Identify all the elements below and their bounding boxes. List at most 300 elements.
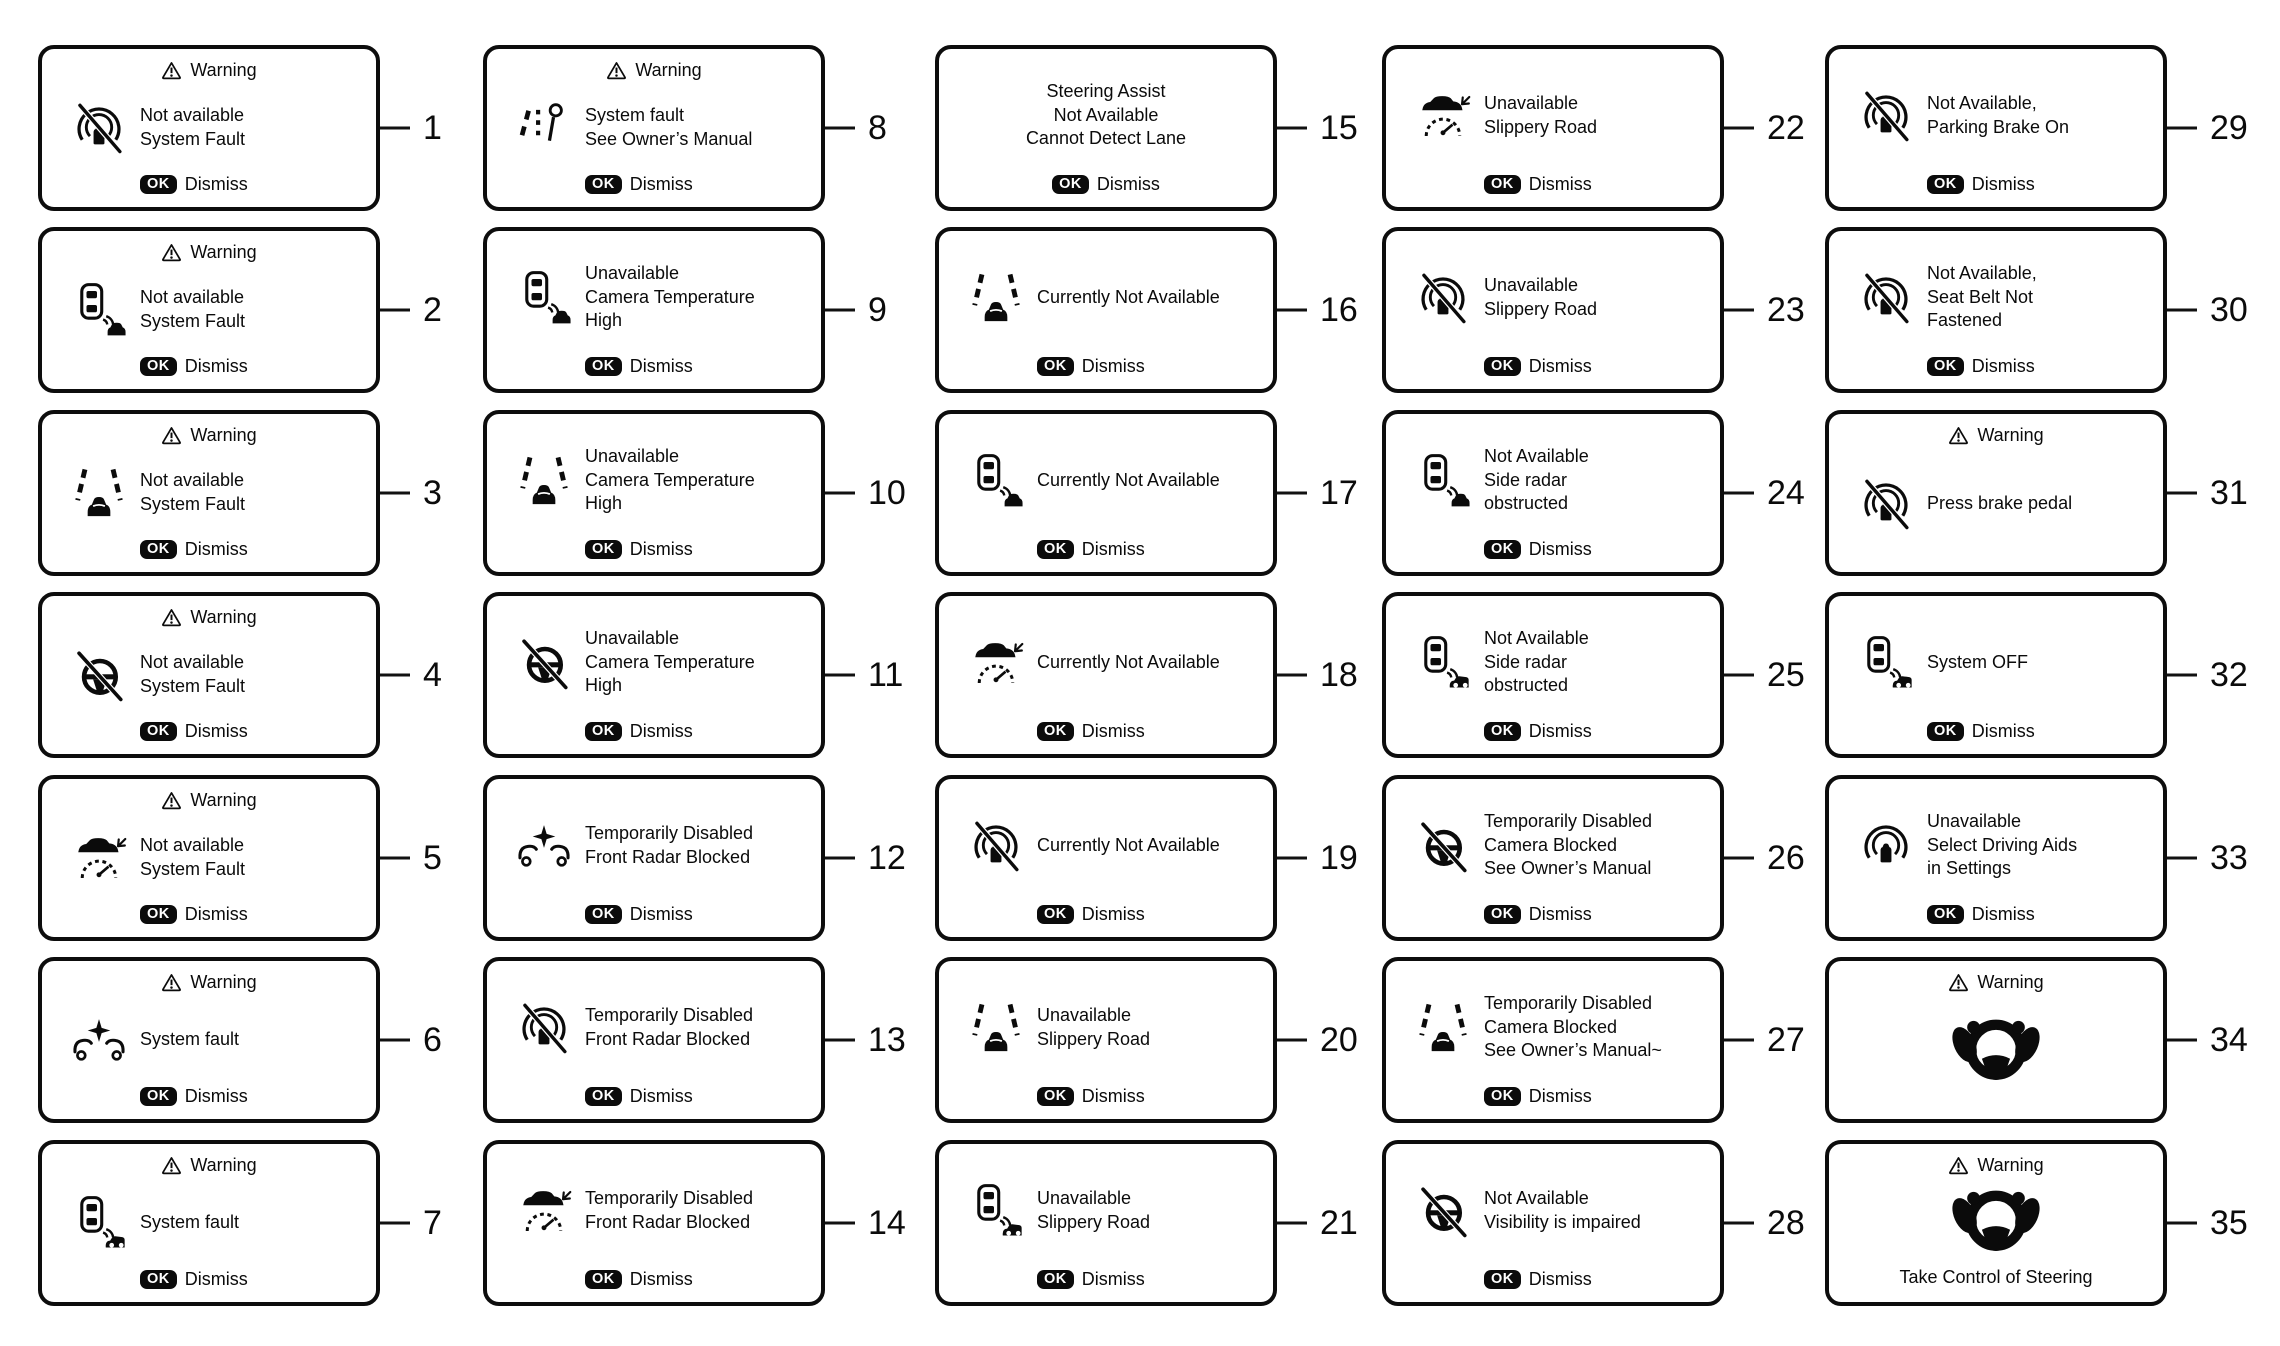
- box-header: [54, 604, 364, 628]
- ok-button: OK: [1484, 722, 1521, 741]
- callout-line: [1724, 857, 1754, 860]
- dismiss-label: Dismiss: [1528, 539, 1592, 559]
- message-text: [1037, 286, 1220, 310]
- dismiss-label: Dismiss: [629, 356, 693, 376]
- dismiss-row: [1484, 539, 1708, 562]
- message-box: [38, 775, 380, 941]
- box-body: [54, 263, 364, 356]
- blind-spot-icon: [515, 269, 573, 327]
- dismiss-label: Dismiss: [1971, 721, 2035, 741]
- dismiss-row: [1484, 721, 1708, 744]
- dismiss-label: Dismiss: [184, 1086, 248, 1106]
- box-body: [499, 422, 809, 539]
- cross-traffic-icon: [967, 1182, 1025, 1240]
- propilot-off-icon: [515, 999, 573, 1057]
- dismiss-label: Dismiss: [629, 539, 693, 559]
- dismiss-label: Dismiss: [629, 174, 693, 194]
- callout-line: [1724, 492, 1754, 495]
- message-line: Front Radar Blocked: [585, 1028, 751, 1049]
- box-body: [499, 787, 809, 904]
- box-header: [54, 422, 364, 446]
- message-text: [585, 1004, 753, 1052]
- dismiss-row: [585, 356, 809, 379]
- ok-button: OK: [585, 540, 622, 559]
- callout-number: 18: [1320, 656, 1358, 694]
- warning-triangle-icon: [161, 60, 182, 81]
- warning-message-cell: [1825, 45, 2248, 211]
- message-text: [1927, 492, 2072, 516]
- message-box: [483, 410, 825, 576]
- callout-number: 19: [1320, 839, 1358, 877]
- box-body: [951, 422, 1261, 539]
- ok-button: OK: [585, 905, 622, 924]
- box-body: [951, 239, 1261, 356]
- blind-spot-icon: [1414, 452, 1472, 510]
- callout-number: 17: [1320, 474, 1358, 512]
- lane-camera-icon: [967, 269, 1025, 327]
- ok-button: OK: [1484, 357, 1521, 376]
- callout-number: 3: [423, 474, 442, 512]
- dismiss-row: [585, 174, 809, 197]
- dismiss-label: Dismiss: [1528, 1086, 1592, 1106]
- message-line: Slippery Road: [1037, 1211, 1151, 1232]
- message-box: [935, 227, 1277, 393]
- dismiss-row: [1037, 1086, 1261, 1109]
- warning-message-cell: [483, 957, 906, 1123]
- dismiss-row: [140, 721, 364, 744]
- callout-number: 11: [868, 656, 904, 694]
- message-text: [1484, 810, 1652, 881]
- callout-number: 22: [1767, 109, 1805, 147]
- cross-traffic-icon: [1857, 634, 1915, 692]
- warning-message-cell: [483, 1140, 906, 1306]
- ok-button: OK: [140, 175, 177, 194]
- message-line: Currently Not Available: [1037, 469, 1220, 490]
- message-line: See Owner’s Manual~: [1484, 1040, 1662, 1061]
- message-line: System Fault: [140, 675, 246, 696]
- message-line: System fault: [140, 1211, 240, 1232]
- ok-button: OK: [585, 357, 622, 376]
- message-box: [1382, 957, 1724, 1123]
- dismiss-row: [140, 539, 364, 562]
- message-line: Camera Blocked: [1484, 834, 1618, 855]
- callout-number: 30: [2210, 291, 2248, 329]
- message-line: System Fault: [140, 128, 246, 149]
- message-line: Unavailable: [585, 627, 680, 648]
- dismiss-label: Dismiss: [1081, 904, 1145, 924]
- warning-message-cell: [1825, 227, 2248, 393]
- message-line: Not available: [140, 651, 245, 672]
- message-line: Not Available: [1484, 445, 1589, 466]
- message-line: Unavailable: [1484, 274, 1579, 295]
- blind-spot-icon: [967, 452, 1025, 510]
- propilot-off-icon: [70, 99, 128, 157]
- message-text: [1484, 1187, 1641, 1235]
- ok-button: OK: [1927, 175, 1964, 194]
- dismiss-row: [1927, 356, 2151, 379]
- box-body: [951, 604, 1261, 721]
- message-line: Not available: [140, 469, 245, 490]
- warning-triangle-icon: [161, 607, 182, 628]
- warning-message-cell: [483, 410, 906, 576]
- message-box: [38, 1140, 380, 1306]
- ok-button: OK: [1037, 722, 1074, 741]
- callout-number: 16: [1320, 291, 1358, 329]
- message-line: Not Available: [1484, 627, 1589, 648]
- message-text: [1037, 1004, 1150, 1052]
- warning-header-label: Warning: [635, 60, 702, 80]
- box-body: [1841, 446, 2151, 562]
- message-box: [1825, 227, 2167, 393]
- dismiss-label: Dismiss: [629, 721, 693, 741]
- callout-number: 24: [1767, 474, 1805, 512]
- callout-line: [380, 1222, 410, 1225]
- dismiss-label: Dismiss: [1528, 904, 1592, 924]
- message-line: See Owner’s Manual: [1484, 858, 1652, 879]
- warning-header-label: Warning: [190, 607, 257, 627]
- callout-number: 33: [2210, 839, 2248, 877]
- callout-number: 12: [868, 839, 906, 877]
- message-line: Unavailable: [1927, 810, 2022, 831]
- message-line: System fault: [585, 104, 685, 125]
- cross-traffic-icon: [70, 1194, 128, 1252]
- dismiss-label: Dismiss: [1528, 1269, 1592, 1289]
- callout-number: 15: [1320, 109, 1358, 147]
- adaptive-cruise-icon: [967, 634, 1025, 692]
- message-line: Unavailable: [1484, 92, 1579, 113]
- lane-camera-icon: [1414, 999, 1472, 1057]
- callout-line: [825, 127, 855, 130]
- warning-message-cell: [483, 45, 887, 211]
- ok-button: OK: [1484, 175, 1521, 194]
- message-box: [1382, 1140, 1724, 1306]
- warning-message-cell: [935, 775, 1358, 941]
- ok-button: OK: [140, 1087, 177, 1106]
- callout-line: [1724, 309, 1754, 312]
- message-text: [585, 445, 755, 516]
- message-line: Not Available,: [1927, 92, 2037, 113]
- callout-number: 35: [2210, 1204, 2248, 1242]
- message-text: [1484, 92, 1597, 140]
- message-line: High: [585, 675, 623, 696]
- warning-message-cell: [1382, 227, 1805, 393]
- callout-line: [1724, 1039, 1754, 1042]
- warning-triangle-icon: [1948, 425, 1969, 446]
- message-box: [935, 957, 1277, 1123]
- callout-line: [1724, 127, 1754, 130]
- callout-line: [2167, 674, 2197, 677]
- message-box: [935, 592, 1277, 758]
- dismiss-row: [585, 721, 809, 744]
- warning-message-cell: [38, 1140, 442, 1306]
- callout-line: [380, 492, 410, 495]
- dismiss-row: [1484, 904, 1708, 927]
- callout-line: [380, 127, 410, 130]
- ok-button: OK: [585, 722, 622, 741]
- callout-number: 31: [2210, 474, 2248, 512]
- warning-message-cell: [483, 227, 887, 393]
- box-body: [54, 811, 364, 904]
- box-body: [54, 446, 364, 539]
- message-text: [1037, 1187, 1150, 1235]
- message-line: Select Driving Aids: [1927, 834, 2078, 855]
- warning-message-cell: [38, 775, 442, 941]
- callout-line: [2167, 492, 2197, 495]
- callout-number: 21: [1320, 1204, 1358, 1242]
- callout-number: 28: [1767, 1204, 1805, 1242]
- dismiss-label: Dismiss: [184, 1269, 248, 1289]
- dismiss-row: [140, 1269, 364, 1292]
- message-line: See Owner’s Manual: [585, 128, 753, 149]
- box-header: [54, 787, 364, 811]
- callout-line: [825, 1222, 855, 1225]
- message-box: [483, 1140, 825, 1306]
- message-text: [1037, 834, 1220, 858]
- dismiss-row: [1484, 174, 1708, 197]
- hands-on-wheel-icon: [1948, 1010, 2044, 1092]
- message-line: Not available: [140, 286, 245, 307]
- callout-line: [825, 674, 855, 677]
- box-header: [1841, 422, 2151, 446]
- message-box: [1382, 45, 1724, 211]
- callout-line: [825, 309, 855, 312]
- box-body: [1841, 604, 2151, 721]
- dismiss-label: Dismiss: [1081, 1269, 1145, 1289]
- warning-message-cell: [935, 410, 1358, 576]
- ok-button: OK: [140, 1270, 177, 1289]
- message-line: Side radar: [1484, 651, 1568, 672]
- cross-traffic-icon: [1414, 634, 1472, 692]
- callout-line: [825, 857, 855, 860]
- message-text: [140, 834, 245, 882]
- dismiss-row: [1484, 356, 1708, 379]
- dismiss-row: [140, 174, 364, 197]
- message-text: [1927, 92, 2069, 140]
- ok-button: OK: [1037, 540, 1074, 559]
- callout-line: [1724, 674, 1754, 677]
- dismiss-label: Dismiss: [1528, 356, 1592, 376]
- message-text: [585, 1187, 753, 1235]
- warning-triangle-icon: [1948, 1155, 1969, 1176]
- callout-number: 4: [423, 656, 442, 694]
- box-body: [1841, 993, 2151, 1109]
- callout-number: 6: [423, 1021, 442, 1059]
- dismiss-row: [1484, 1086, 1708, 1109]
- warning-message-cell: [1382, 45, 1805, 211]
- message-box: [38, 410, 380, 576]
- collision-icon: [70, 1011, 128, 1069]
- ok-button: OK: [140, 722, 177, 741]
- propilot-off-icon: [1857, 475, 1915, 533]
- warning-message-cell: [1382, 1140, 1805, 1306]
- ok-button: OK: [1037, 905, 1074, 924]
- message-text: [140, 1211, 239, 1235]
- message-box: [1382, 410, 1724, 576]
- warning-message-cell: [935, 227, 1358, 393]
- callout-number: 26: [1767, 839, 1805, 877]
- warning-message-cell: [1382, 410, 1805, 576]
- dismiss-row: [1927, 904, 2151, 927]
- warning-header-label: Warning: [190, 790, 257, 810]
- message-text: [1037, 469, 1220, 493]
- box-body: [1398, 422, 1708, 539]
- message-text: [585, 262, 755, 333]
- message-box: [38, 957, 380, 1123]
- ok-button: OK: [140, 540, 177, 559]
- ok-button: OK: [140, 905, 177, 924]
- message-text: [1037, 651, 1220, 675]
- warning-header-label: Warning: [190, 972, 257, 992]
- box-body: [499, 81, 809, 174]
- ok-button: OK: [585, 1270, 622, 1289]
- message-line: Not Available: [1053, 104, 1159, 125]
- callout-number: 23: [1767, 291, 1805, 329]
- dismiss-label: Dismiss: [1971, 356, 2035, 376]
- message-caption: Take Control of Steering: [1899, 1267, 2093, 1287]
- dismiss-label: Dismiss: [1528, 721, 1592, 741]
- lane-camera-icon: [70, 464, 128, 522]
- message-line: Not Available,: [1927, 262, 2037, 283]
- adaptive-cruise-icon: [70, 829, 128, 887]
- message-text: [1026, 80, 1186, 151]
- warning-message-cell: [1382, 957, 1805, 1123]
- message-box: [1382, 227, 1724, 393]
- dismiss-label: Dismiss: [184, 356, 248, 376]
- message-box: [935, 1140, 1277, 1306]
- callout-number: 34: [2210, 1021, 2248, 1059]
- dismiss-row: [1037, 1269, 1261, 1292]
- box-body: [951, 787, 1261, 904]
- message-box: [483, 227, 825, 393]
- warning-header-label: Warning: [190, 1155, 257, 1175]
- message-line: Unavailable: [585, 262, 680, 283]
- dismiss-label: Dismiss: [1081, 721, 1145, 741]
- callout-number: 7: [423, 1204, 442, 1242]
- warning-triangle-icon: [161, 1155, 182, 1176]
- dismiss-label: Dismiss: [1096, 174, 1160, 194]
- warning-message-cell: [38, 45, 442, 211]
- warning-message-cell: [1825, 1140, 2248, 1306]
- message-line: Currently Not Available: [1037, 834, 1220, 855]
- message-line: Slippery Road: [1484, 116, 1598, 137]
- message-text: [1484, 445, 1589, 516]
- warning-message-cell: [1825, 410, 2248, 576]
- message-text: [585, 627, 755, 698]
- warning-message-cell: [935, 957, 1358, 1123]
- message-line: Side radar: [1484, 469, 1568, 490]
- warning-triangle-icon: [161, 242, 182, 263]
- callout-number: 25: [1767, 656, 1805, 694]
- warning-triangle-icon: [1948, 972, 1969, 993]
- callout-line: [1724, 1222, 1754, 1225]
- box-body: [1398, 969, 1708, 1086]
- callout-line: [380, 309, 410, 312]
- warning-message-cell: [935, 1140, 1358, 1306]
- message-line: Slippery Road: [1037, 1028, 1151, 1049]
- warning-header-label: Warning: [190, 242, 257, 262]
- message-text: [140, 651, 245, 699]
- message-line: obstructed: [1484, 675, 1569, 696]
- dismiss-label: Dismiss: [1081, 539, 1145, 559]
- dismiss-label: Dismiss: [629, 904, 693, 924]
- box-body: [499, 969, 809, 1086]
- message-box: [1825, 1140, 2167, 1306]
- blind-spot-icon: [70, 281, 128, 339]
- ok-button: OK: [585, 175, 622, 194]
- warning-header-label: Warning: [1977, 425, 2044, 445]
- steering-wheel-off-icon: [1414, 817, 1472, 875]
- message-line: in Settings: [1927, 858, 2012, 879]
- message-line: Currently Not Available: [1037, 286, 1220, 307]
- propilot-icon: [1857, 817, 1915, 875]
- box-header: [54, 57, 364, 81]
- box-body: [54, 993, 364, 1086]
- ok-button: OK: [1927, 905, 1964, 924]
- callout-line: [2167, 1222, 2197, 1225]
- dismiss-label: Dismiss: [629, 1269, 693, 1289]
- dismiss-row: [1037, 904, 1261, 927]
- ok-button: OK: [1037, 1087, 1074, 1106]
- callout-line: [1277, 1222, 1307, 1225]
- message-line: Camera Temperature: [585, 469, 755, 490]
- message-line: Cannot Detect Lane: [1025, 128, 1187, 149]
- dismiss-label: Dismiss: [1081, 1086, 1145, 1106]
- message-line: Temporarily Disabled: [585, 822, 754, 843]
- message-text: [140, 286, 245, 334]
- box-body: [1398, 57, 1708, 174]
- message-line: Slippery Road: [1484, 298, 1598, 319]
- dismiss-row: [140, 1086, 364, 1109]
- message-line: System Fault: [140, 858, 246, 879]
- steering-wheel-off-icon: [515, 634, 573, 692]
- ok-button: OK: [585, 1087, 622, 1106]
- box-body: [1841, 1176, 2151, 1267]
- box-header: [54, 239, 364, 263]
- message-text: [1484, 274, 1597, 322]
- message-line: Unavailable: [1037, 1187, 1132, 1208]
- ok-button: OK: [1037, 357, 1074, 376]
- message-line: Camera Blocked: [1484, 1016, 1618, 1037]
- message-line: System Fault: [140, 493, 246, 514]
- message-text: [585, 104, 752, 152]
- propilot-off-icon: [1857, 87, 1915, 145]
- road-sign-icon: [515, 99, 573, 157]
- dismiss-label: Dismiss: [1971, 904, 2035, 924]
- message-text: [1927, 262, 2037, 333]
- message-line: Temporarily Disabled: [1484, 810, 1653, 831]
- callout-number: 1: [423, 109, 442, 147]
- box-body: [54, 81, 364, 174]
- warning-message-cell: [1825, 592, 2248, 758]
- message-box: [38, 45, 380, 211]
- box-header: [1841, 1152, 2151, 1176]
- ok-button: OK: [1484, 905, 1521, 924]
- message-text: [1484, 992, 1662, 1063]
- warning-message-cell: [38, 592, 442, 758]
- box-body: [499, 239, 809, 356]
- dismiss-label: Dismiss: [1081, 356, 1145, 376]
- warning-header-label: Warning: [190, 60, 257, 80]
- message-box: [1382, 775, 1724, 941]
- warning-header-label: Warning: [190, 425, 257, 445]
- message-line: Unavailable: [1037, 1004, 1132, 1025]
- box-header: [1841, 969, 2151, 993]
- message-line: Visibility is impaired: [1484, 1211, 1641, 1232]
- callout-number: 10: [868, 474, 906, 512]
- box-body: [1841, 239, 2151, 356]
- message-box: [935, 45, 1277, 211]
- callout-number: 9: [868, 291, 887, 329]
